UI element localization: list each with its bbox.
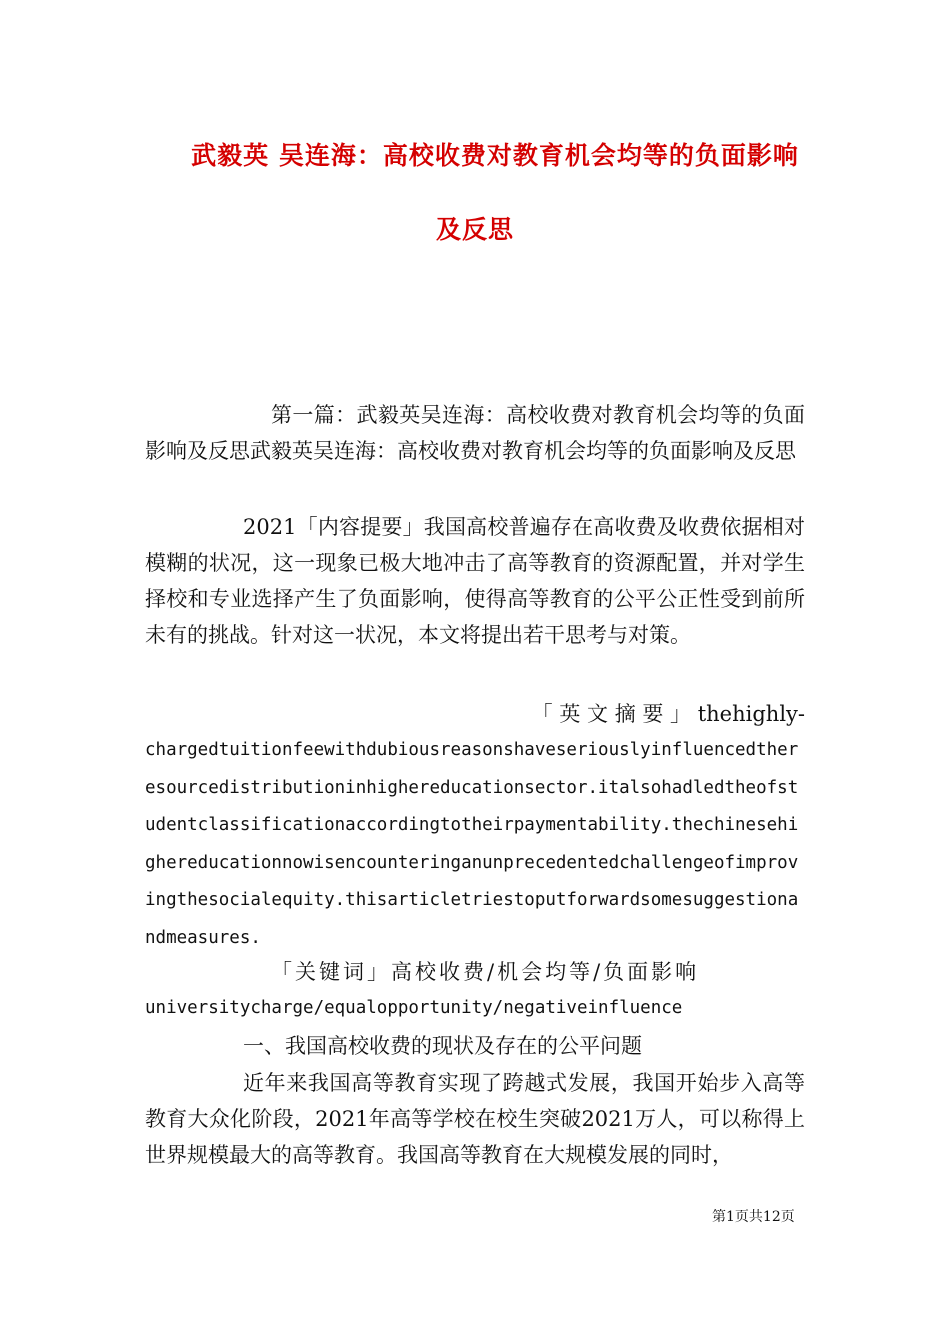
page-number-footer: 第1页共12页 [712, 1209, 795, 1225]
keywords-cn: 「关键词」高校收费/机会均等/负面影响 [271, 960, 700, 984]
paragraph-chapter-heading [145, 397, 805, 469]
paragraph-text: 近年来我国高等教育实现了跨越式发展，我国开始步入高等教育大众化阶段，2021年高等学校在校生突破2021万人，可以称得上世界规模最大的高等教育。我国高等教育在大规模发展的同时， [145, 1071, 805, 1167]
paragraph-abstract-en [145, 696, 805, 958]
english-abstract-text: chargedtuitionfeewithdubiousreasonshaveseriouslyinfluencedtheresourcedistributioninhighereducationsector.italsohadledtheofstudentclassificationaccordingtotheirpaymentability.thechinesehighereducationnowisencounteringanunprecedentedchallengeofimprovingthesocialequity.thisarticletriestoputforwardsomesuggestionandmeasures. [145, 740, 799, 948]
document-title-line1: 武毅英 吴连海：高校收费对教育机会均等的负面影响 [191, 141, 799, 170]
paragraph-text: 第一篇：武毅英吴连海：高校收费对教育机会均等的负面影响及反思武毅英吴连海：高校收费对教育机会均等的负面影响及反思 [145, 403, 805, 463]
paragraph-keywords [145, 954, 805, 1026]
section-title: 一、我国高校收费的现状及存在的公平问题 [243, 1034, 642, 1058]
section-heading [145, 1028, 805, 1064]
paragraph-body [145, 1065, 805, 1173]
keywords-en: universitycharge/equalopportunity/negativeinfluence [145, 998, 683, 1018]
english-abstract-heading: 「 英 文 摘 要 」 thehighly- [531, 702, 805, 726]
document-title-line2: 及反思 [435, 215, 514, 244]
paragraph-text: 2021「内容提要」我国高校普遍存在高收费及收费依据相对模糊的状况，这一现象已极大地冲击了高等教育的资源配置，并对学生择校和专业选择产生了负面影响，使得高等教育的公平公正性受到前所未有的挑战。针对这一状况，本文将提出若干思考与对策。 [145, 515, 805, 647]
paragraph-abstract-cn [145, 509, 805, 653]
